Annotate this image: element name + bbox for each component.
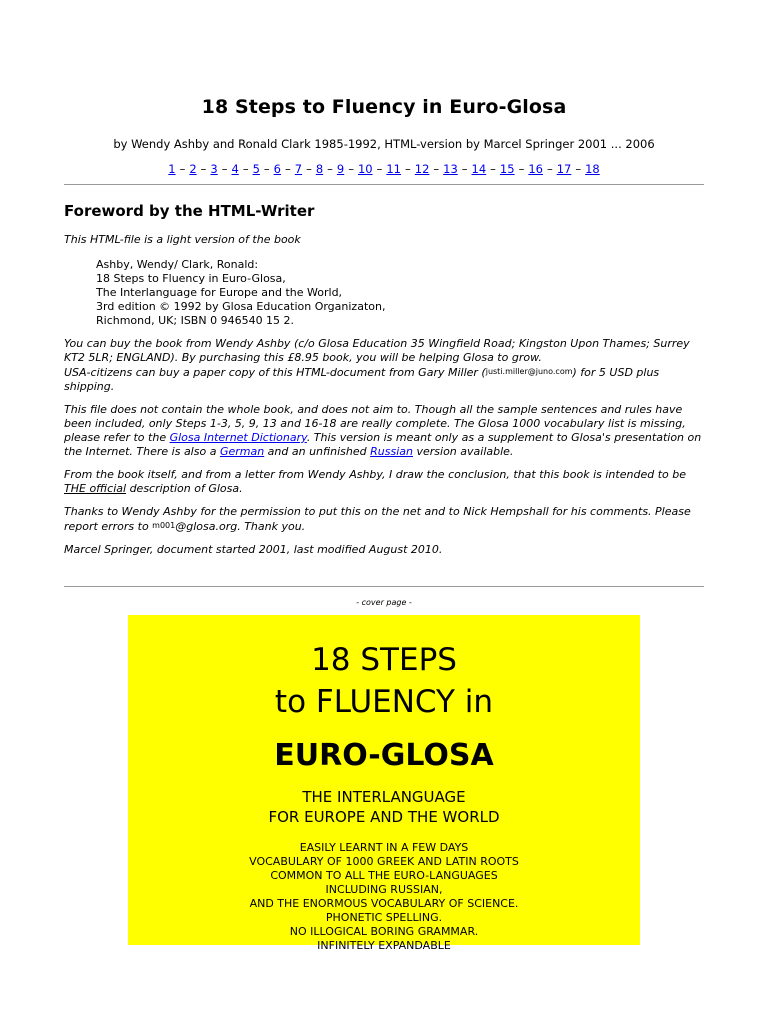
- cover-brand: EURO-GLOSA: [274, 738, 494, 773]
- cover-line: to FLUENCY in: [274, 684, 494, 720]
- scope-text-4: version available.: [412, 445, 514, 458]
- step-separator: –: [405, 162, 411, 176]
- official-emphasis: THE official: [64, 482, 127, 495]
- book-line: The Interlanguage for Europe and the World,: [96, 286, 343, 299]
- page-title: 18 Steps to Fluency in Euro-Glosa: [201, 96, 567, 118]
- step-separator: –: [461, 162, 468, 176]
- cover-feature: AND THE ENORMOUS VOCABULARY OF SCIENCE.: [249, 897, 519, 910]
- step-link-7[interactable]: 7: [294, 162, 303, 176]
- step-link-16[interactable]: 16: [528, 162, 543, 176]
- step-link-9[interactable]: 9: [336, 162, 345, 176]
- book-line: 18 Steps to Fluency in Euro-Glosa,: [96, 272, 286, 285]
- step-separator: –: [518, 162, 525, 176]
- russian-version-link[interactable]: Russian: [370, 445, 413, 458]
- cover-subtitle-line: FOR EUROPE AND THE WORLD: [268, 808, 500, 826]
- purchase-paragraph: [64, 337, 704, 394]
- byline: by Wendy Ashby and Ronald Clark 1985-1992, HTML-version by Marcel Springer 2001 ... 2006: [113, 137, 655, 151]
- book-reference: [96, 258, 704, 328]
- step-link-11[interactable]: 11: [386, 162, 401, 176]
- step-separator: –: [306, 162, 312, 176]
- step-link-15[interactable]: 15: [499, 162, 515, 176]
- step-link-14[interactable]: 14: [471, 162, 487, 176]
- step-separator: –: [263, 162, 270, 176]
- step-separator: –: [179, 162, 186, 176]
- step-link-18[interactable]: 18: [585, 162, 600, 176]
- cover-feature: COMMON TO ALL THE EURO-LANGUAGES: [270, 869, 498, 882]
- step-separator: –: [348, 162, 354, 176]
- step-link-8[interactable]: 8: [315, 162, 324, 176]
- step-separator: –: [490, 162, 496, 176]
- thanks-text: Thanks to Wendy Ashby for the permission to put this on the net and to Nick Hempshall for his comments. Please report errors to: [64, 505, 691, 533]
- document-page: [64, 0, 704, 952]
- step-separator: –: [433, 162, 440, 176]
- book-line: Richmond, UK; ISBN 0 946540 15 2.: [96, 314, 295, 327]
- step-link-3[interactable]: 3: [210, 162, 218, 176]
- cover-feature: VOCABULARY OF 1000 GREEK AND LATIN ROOTS: [249, 855, 519, 868]
- cover-feature: EASILY LEARNT IN A FEW DAYS: [299, 841, 469, 854]
- step-separator: –: [242, 162, 249, 176]
- divider: [64, 184, 704, 185]
- cover-page: [128, 615, 640, 952]
- email-image-text: justi.miller@juno.com: [485, 367, 573, 376]
- cover-subtitle: [128, 787, 640, 827]
- step-link-6[interactable]: 6: [273, 162, 281, 176]
- email-image-text: m001: [152, 521, 176, 530]
- scope-text-2: . This version is meant only as a supplement to Glosa's presentation on the Internet. There is also a: [64, 431, 702, 458]
- cover-subtitle-line: THE INTERLANGUAGE: [302, 788, 466, 806]
- step-separator: –: [284, 162, 291, 176]
- signature-paragraph: Marcel Springer, document started 2001, last modified August 2010.: [64, 543, 443, 556]
- book-line: 3rd edition © 1992 by Glosa Education Organizaton,: [96, 300, 386, 313]
- thanks-paragraph: [64, 505, 704, 534]
- foreword-intro: This HTML-file is a light version of the book: [64, 233, 301, 246]
- foreword-heading: Foreword by the HTML-Writer: [64, 202, 315, 220]
- usa-text-end: ) for 5 USD plus shipping.: [64, 366, 660, 393]
- cover-line: 18 STEPS: [311, 642, 457, 678]
- purchase-text: You can buy the book from Wendy Ashby (c/o Glosa Education 35 Wingfield Road; Kingston Upon Thames; Surrey KT2 5LR; ENGLAND). By purchasing this £8.95 book, you will be helping Glosa to grow.: [64, 337, 690, 364]
- thanks-text-end: @glosa.org. Thank you.: [175, 520, 306, 533]
- cover-feature: INCLUDING RUSSIAN,: [325, 883, 443, 896]
- scope-paragraph: [64, 403, 704, 459]
- divider: [64, 586, 704, 587]
- step-link-10[interactable]: 10: [357, 162, 373, 176]
- step-separator: –: [376, 162, 383, 176]
- step-link-1[interactable]: 1: [168, 162, 176, 176]
- step-link-13[interactable]: 13: [443, 162, 458, 176]
- scope-text-3: and an unfinished: [264, 445, 371, 458]
- german-version-link[interactable]: German: [219, 445, 265, 458]
- cover-caption: - cover page -: [356, 598, 412, 607]
- step-link-17[interactable]: 17: [556, 162, 572, 176]
- official-paragraph: [64, 468, 704, 496]
- step-separator: –: [327, 162, 333, 176]
- cover-features: [128, 841, 640, 953]
- step-separator: –: [200, 162, 207, 176]
- step-navigation: [64, 162, 704, 176]
- step-link-4[interactable]: 4: [231, 162, 239, 176]
- cover-feature: INFINITELY EXPANDABLE: [317, 939, 451, 952]
- book-line: Ashby, Wendy/ Clark, Ronald:: [96, 258, 259, 271]
- official-text: From the book itself, and from a letter from Wendy Ashby, I draw the conclusion, that this book is intended to be: [64, 468, 686, 481]
- glosa-dictionary-link[interactable]: Glosa Internet Dictionary: [169, 431, 307, 444]
- step-link-5[interactable]: 5: [252, 162, 260, 176]
- cover-feature: PHONETIC SPELLING.: [325, 911, 443, 924]
- cover-feature: NO ILLOGICAL BORING GRAMMAR.: [289, 925, 479, 938]
- step-link-12[interactable]: 12: [414, 162, 430, 176]
- official-text-end: description of Glosa.: [126, 482, 243, 495]
- step-separator: –: [546, 162, 553, 176]
- step-separator: –: [221, 162, 228, 176]
- usa-text: USA-citizens can buy a paper copy of this HTML-document from Gary Miller (: [64, 366, 486, 379]
- scope-text: This file does not contain the whole book, and does not aim to. Though all the sample sentences and rules have been included, only Steps 1-3, 5, 9, 13 and 16-18 are really complete. The Glosa 1000 vocabulary list is missing, please refer to the: [64, 403, 686, 444]
- step-link-2[interactable]: 2: [189, 162, 197, 176]
- step-separator: –: [575, 162, 582, 176]
